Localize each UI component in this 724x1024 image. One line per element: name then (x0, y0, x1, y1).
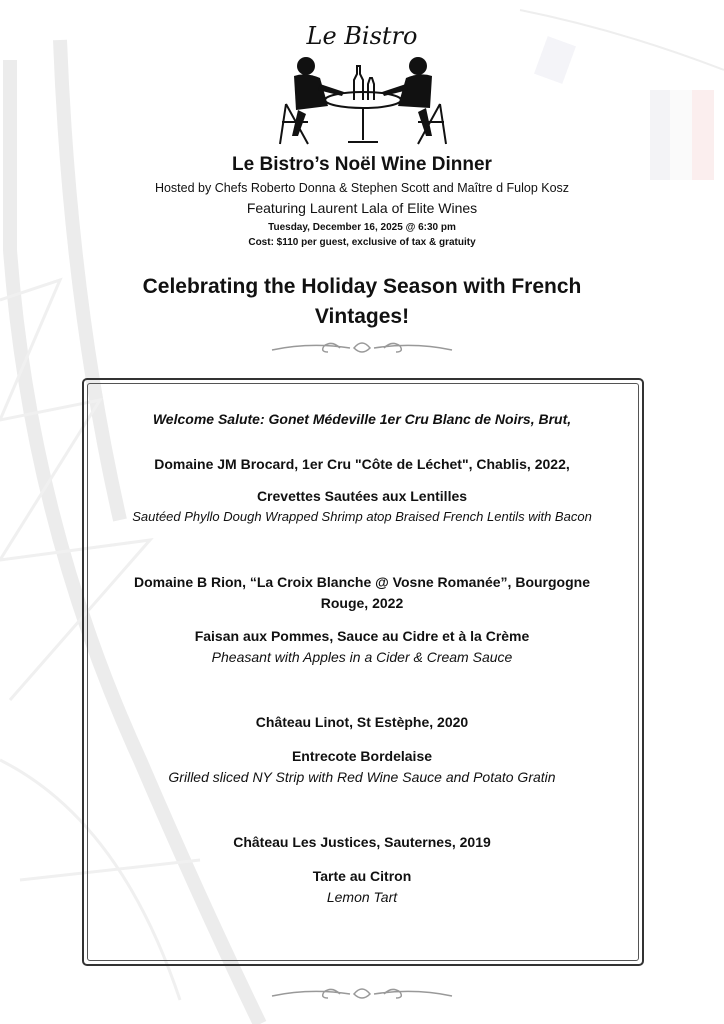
logo-wordmark: Le Bistro (306, 22, 418, 50)
welcome-wine: Welcome Salute: Gonet Médeville 1er Cru Blanc de Noirs, Brut, (152, 411, 572, 427)
event-featuring: Featuring Laurent Lala of Elite Wines (246, 200, 478, 216)
bistro-diners-illustration (268, 44, 458, 148)
event-date: Tuesday, December 16, 2025 @ 6:30 pm (268, 222, 456, 233)
event-cost: Cost: $110 per guest, exclusive of tax & gratuity (248, 237, 476, 248)
course-1-wine: Domaine JM Brocard, 1er Cru "Côte de Léchet", Chablis, 2022, (154, 456, 570, 472)
course-4-dish: Tarte au Citron (312, 868, 412, 884)
event-hosts: Hosted by Chefs Roberto Donna & Stephen Scott and Maître d Fulop Kosz (154, 181, 570, 195)
headline (112, 272, 612, 332)
course-3-wine: Château Linot, St Estèphe, 2020 (255, 714, 469, 730)
headline-line-1: Celebrating the Holiday Season with French (142, 275, 582, 298)
course-4-wine: Château Les Justices, Sauternes, 2019 (233, 834, 491, 850)
headline-line-2: Vintages! (314, 305, 410, 328)
course-2-wine-line-1: Domaine B Rion, “La Croix Blanche @ Vosne Romanée”, Bourgogne (133, 574, 590, 590)
ornament-divider-top (270, 338, 454, 358)
course-2-dish: Faisan aux Pommes, Sauce au Cidre et à la Crème (194, 628, 530, 644)
course-2-description: Pheasant with Apples in a Cider & Cream Sauce (211, 649, 513, 665)
course-2-wine-line-2: Rouge, 2022 (320, 595, 404, 611)
course-3-description: Grilled sliced NY Strip with Red Wine Sauce and Potato Gratin (168, 769, 556, 785)
event-title: Le Bistro’s Noël Wine Dinner (232, 154, 492, 175)
course-1-dish: Crevettes Sautées aux Lentilles (256, 488, 468, 504)
course-1-description: Sautéed Phyllo Dough Wrapped Shrimp atop Braised French Lentils with Bacon (132, 509, 592, 524)
ornament-divider-bottom (270, 984, 454, 1004)
course-3-dish: Entrecote Bordelaise (291, 748, 433, 764)
course-4-description: Lemon Tart (326, 889, 398, 905)
